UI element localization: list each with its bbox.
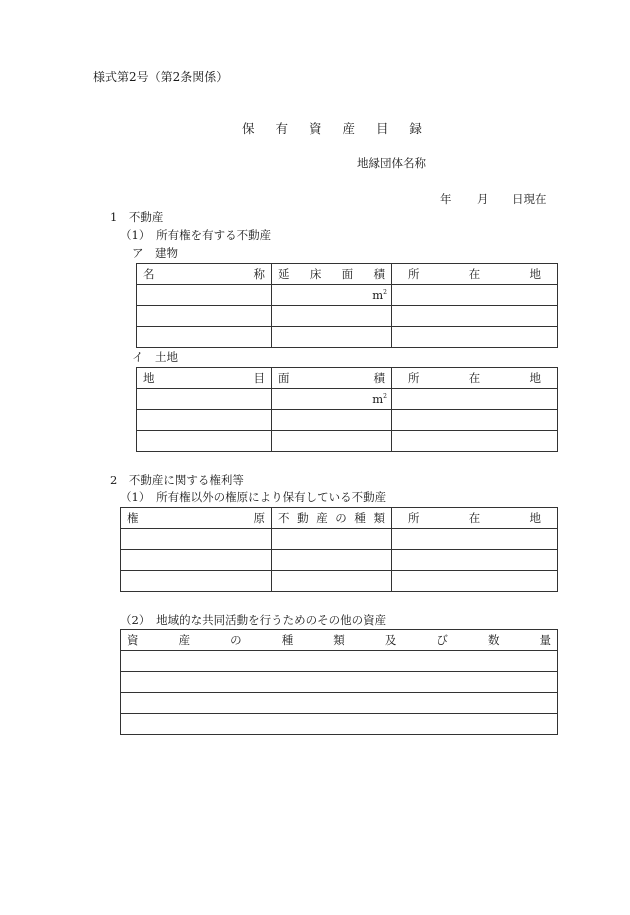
org-name-label: 地縁団体名称 [357, 156, 426, 170]
asset-cell[interactable] [121, 672, 558, 693]
table-row [121, 693, 558, 714]
section2-heading: 2 不動産に関する権利等 [110, 473, 244, 487]
title-char: 録 [409, 121, 422, 136]
land-category-cell[interactable] [137, 431, 272, 452]
name-cell[interactable] [137, 285, 272, 306]
title-right-cell[interactable] [121, 550, 272, 571]
header-location: 所 在 地 [392, 264, 558, 285]
header-title-right: 権 原 [121, 508, 272, 529]
header-land-category: 地 目 [137, 368, 272, 389]
property-type-cell[interactable] [272, 571, 392, 592]
table-row [137, 285, 558, 306]
table-row [137, 306, 558, 327]
table-row [121, 550, 558, 571]
table-row [121, 714, 558, 735]
table-row [137, 410, 558, 431]
floor-area-cell[interactable] [272, 285, 392, 306]
header-area: 面 積 [272, 368, 392, 389]
location-cell[interactable] [392, 410, 558, 431]
table-row [137, 431, 558, 452]
title-char: 有 [275, 121, 288, 136]
buildings-heading: ア 建物 [132, 246, 178, 260]
table-row [121, 672, 558, 693]
asset-cell[interactable] [121, 651, 558, 672]
title-right-cell[interactable] [121, 571, 272, 592]
unit-label: m [372, 288, 384, 302]
title-char: 目 [375, 121, 389, 136]
location-cell[interactable] [392, 389, 558, 410]
location-cell[interactable] [392, 285, 558, 306]
table-header-row [121, 508, 558, 529]
title-char: 保 [242, 121, 255, 136]
floor-area-cell[interactable] [272, 306, 392, 327]
header-name: 名 称 [137, 264, 272, 285]
table-row [137, 389, 558, 410]
location-cell[interactable] [392, 529, 558, 550]
name-cell[interactable] [137, 306, 272, 327]
location-cell[interactable] [392, 306, 558, 327]
unit-sup: 2 [383, 289, 387, 297]
table-header-row [137, 264, 558, 285]
title-char: 資 [308, 121, 322, 136]
header-floor-area: 延 床 面 積 [272, 264, 392, 285]
unit-sup: 2 [383, 393, 387, 401]
land-table [136, 367, 558, 452]
floor-area-cell[interactable] [272, 327, 392, 348]
date-day: 日現在 [512, 192, 547, 206]
title-char: 産 [342, 121, 355, 136]
area-cell[interactable] [272, 389, 392, 410]
location-cell[interactable] [392, 571, 558, 592]
section1-heading: 1 不動産 [110, 210, 164, 224]
form-id: 様式第2号（第2条関係） [93, 70, 229, 84]
location-cell[interactable] [392, 431, 558, 452]
unit-label: m [372, 392, 384, 406]
land-category-cell[interactable] [137, 389, 272, 410]
date-month: 月 [477, 192, 489, 206]
other-assets-table [120, 629, 558, 735]
location-cell[interactable] [392, 550, 558, 571]
document-title [242, 123, 422, 136]
property-type-cell[interactable] [272, 529, 392, 550]
asset-cell[interactable] [121, 693, 558, 714]
section2-sub1-heading: （1） 所有権以外の権原により保有している不動産 [120, 490, 387, 504]
table-row [137, 327, 558, 348]
title-right-cell[interactable] [121, 529, 272, 550]
asset-cell[interactable] [121, 714, 558, 735]
property-type-cell[interactable] [272, 550, 392, 571]
date-year: 年 [440, 192, 452, 206]
table-row [121, 529, 558, 550]
non-ownership-table [120, 507, 558, 592]
area-cell[interactable] [272, 431, 392, 452]
section1-sub1-heading: （1） 所有権を有する不動産 [120, 228, 272, 242]
name-cell[interactable] [137, 327, 272, 348]
header-location: 所 在 地 [392, 368, 558, 389]
table-header-row [137, 368, 558, 389]
table-header-row [121, 630, 558, 651]
header-location: 所 在 地 [392, 508, 558, 529]
land-category-cell[interactable] [137, 410, 272, 431]
land-heading: イ 土地 [132, 350, 178, 364]
area-cell[interactable] [272, 410, 392, 431]
location-cell[interactable] [392, 327, 558, 348]
table-row [121, 571, 558, 592]
section2-sub2-heading: （2） 地域的な共同活動を行うためのその他の資産 [120, 613, 387, 627]
table-row [121, 651, 558, 672]
header-asset-type-quantity: 資 産 の 種 類 及 び 数 量 [121, 630, 558, 651]
buildings-table [136, 263, 558, 348]
header-property-type: 不 動 産 の 種 類 [272, 508, 392, 529]
